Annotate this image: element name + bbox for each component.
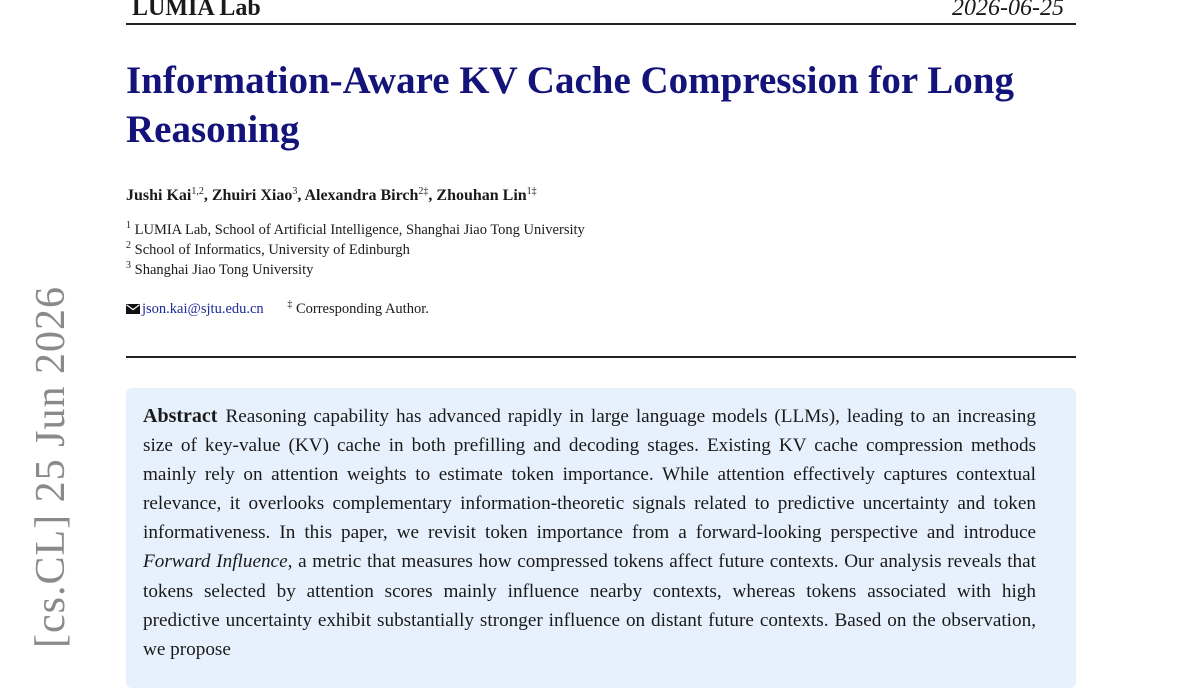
author: Zhouhan Lin$^{1\ddagger}$ [436, 186, 537, 204]
author-list [126, 185, 537, 207]
paper-title: Information-Aware KV Cache Compression for Long Reasoning [126, 59, 1014, 151]
section-rule [126, 356, 1076, 358]
affiliation-2: $^2$ School of Informatics, University of Edinburgh [126, 240, 410, 258]
arxiv-sidebar [24, 286, 76, 648]
running-header [126, 0, 1076, 24]
abstract-box [126, 388, 1076, 688]
header-rule [126, 23, 1076, 25]
affiliation-1: $^1$ LUMIA Lab, School of Artificial Intelligence, Shanghai Jiao Tong University [126, 220, 585, 238]
arxiv-sidebar-text: [cs.CL] 25 Jun 2026 [28, 286, 74, 648]
abstract-text: Abstract Reasoning capability has advanced rapidly in large language models (LLMs), leading to an increasing size of key-value (KV) cache in both prefilling and decoding stages. Existing KV cache compression methods mainly rely on attention weights to estimate token importance. While attention effectively captures contextual relevance, it overlooks complementary information-theoretic signals related to predictive uncertainty and token informativeness. In this paper, we revisit token importance from a forward-looking perspective and introduce Forward Influence, a metric that measures how compressed tokens affect future contexts. Our analysis reveals that tokens selected by attention scores mainly influence nearby contexts, whereas tokens associated with high predictive uncertainty exhibit substantially stronger influence on distant future contexts. Based on the observation, we propose [143, 405, 1037, 660]
abstract-label: Abstract [143, 405, 218, 427]
corresponding-note: ‡ Corresponding Author. [287, 299, 429, 317]
email-link[interactable]: json.kai@sjtu.edu.cn [142, 301, 264, 317]
abstract-italic-term: Forward Influence [143, 551, 288, 573]
envelope-icon [126, 304, 140, 314]
author: Alexandra Birch$^{2\ddagger}$, [304, 186, 437, 204]
contact-line [126, 300, 429, 318]
author: Jushi Kai$^{1,2}$, [126, 186, 212, 204]
author: Zhuiri Xiao$^3$, [211, 186, 305, 204]
affiliation-3: $^3$ Shanghai Jiao Tong University [126, 260, 314, 278]
lab-name: LUMIA Lab [132, 0, 261, 21]
header-date: 2026-06-25 [952, 0, 1064, 21]
